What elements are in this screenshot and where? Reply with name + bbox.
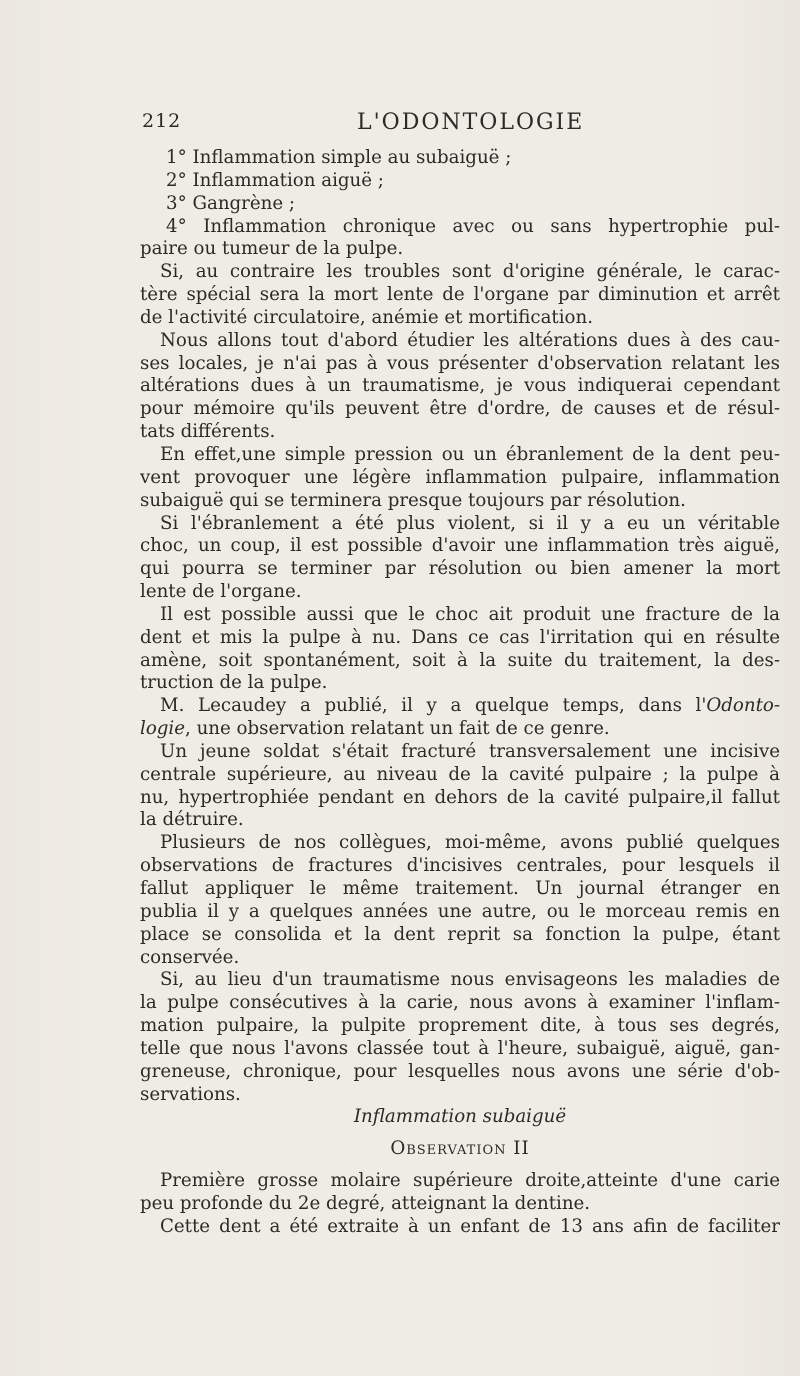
text-line: peu profonde du 2e degré, atteignant la dentine. [140,1192,591,1214]
italic-journal-title: Odonto- [706,695,780,717]
text-line: servations. [140,1083,241,1105]
text-line: la pulpe consécutives à la carie, nous avons à examiner l'inflam- [140,992,780,1014]
text-line: Si, au lieu d'un traumatisme nous envisageons les maladies de [160,969,780,991]
text-line [140,695,780,718]
text-line: pour mémoire qu'ils peuvent être d'ordre, de causes et de résul- [140,398,780,420]
text-line: conservée. [140,946,240,968]
text-line: subaiguë qui se terminera presque toujours par résolution. [140,489,686,511]
text-line: nu, hypertrophiée pendant en dehors de la cavité pulpaire,il fallut [140,786,780,808]
spacer [140,1129,780,1138]
text-line: paire ou tumeur de la pulpe. [140,238,404,260]
text-line: 4° Inflammation chronique avec ou sans hypertrophie pul- [166,215,780,237]
text-line: 3° Gangrène ; [166,192,296,214]
text-line: dent et mis la pulpe à nu. Dans ce cas l'irritation qui en résulte [140,626,780,648]
body-text [140,147,780,1239]
text-line: En effet,une simple pression ou un ébranlement de la dent peu- [160,443,780,465]
text-line: publia il y a quelques années une autre, ou le morceau remis en [140,900,780,922]
text-line: fallut appliquer le même traitement. Un journal étranger en [140,878,780,899]
text-line: truction de la pulpe. [140,672,328,694]
running-title: L'ODONTOLOGIE [357,110,585,135]
text-line: greneuse, chronique, pour lesquelles nous avons une série d'ob- [140,1060,780,1082]
text-line: qui pourra se terminer par résolution ou bien amener la mort [140,558,780,580]
text-line: Nous allons tout d'abord étudier les altérations dues à des cau- [160,329,780,351]
text-line: telle que nous l'avons classée tout à l'heure, subaiguë, aiguë, gan- [140,1037,780,1059]
text-line: place se consolida et la dent reprit sa fonction la pulpe, étant [140,923,780,945]
text-line: vent provoquer une légère inflammation pulpaire, inflammation [140,466,780,488]
text-line: Première grosse molaire supérieure droite,atteinte d'une carie [160,1170,780,1192]
text-line: observations de fractures d'incisives centrales, pour lesquels il [140,855,780,877]
text-line: ses locales, je n'ai pas à vous présenter d'observation relatant les [140,352,780,374]
text-line: centrale supérieure, au niveau de la cavité pulpaire ; la pulpe à [140,763,780,785]
text-line: Plusieurs de nos collègues, moi-même, avons publié quelques [160,832,780,854]
section-heading: Inflammation subaiguë [353,1106,567,1128]
text-line: de l'activité circulatoire, anémie et mortification. [140,306,593,328]
spacer [140,1161,780,1170]
italic-journal-title: logie [140,718,185,740]
text-line: la détruire. [140,809,244,831]
text-line [140,718,780,741]
text-line: 2° Inflammation aiguë ; [166,169,384,191]
text-line: tats différents. [140,421,276,443]
text-line: amène, soit spontanément, soit à la suite du traitement, la des- [140,649,780,671]
text-line: choc, un coup, il est possible d'avoir une inflammation très aiguë, [140,535,780,557]
text-line: Cette dent a été extraite à un enfant de 13 ans afin de faciliter [160,1215,780,1237]
page-header [142,110,782,144]
text-line: 1° Inflammation simple au subaiguë ; [166,147,512,168]
text-line: altérations dues à un traumatisme, je vous indiquerai cependant [140,375,780,397]
text-line: lente de l'organe. [140,581,302,603]
text-line: Si, au contraire les troubles sont d'origine générale, le carac- [160,261,780,283]
observation-heading: Observation II [390,1138,530,1160]
page-number: 212 [142,110,182,132]
text-run: , une observation relatant un fait de ce genre. [185,718,610,740]
text-line: Si l'ébranlement a été plus violent, si il y a eu un véritable [160,512,780,534]
text-line: mation pulpaire, la pulpite proprement dite, à tous ses degrés, [140,1015,780,1037]
text-run: M. Lecaudey a publié, il y a quelque temps, dans l' [160,695,707,717]
text-line: tère spécial sera la mort lente de l'organe par diminution et arrêt [140,284,780,306]
text-line: Un jeune soldat s'était fracturé transversalement une incisive [160,740,780,762]
text-line: Il est possible aussi que le choc ait produit une fracture de la [160,603,780,625]
